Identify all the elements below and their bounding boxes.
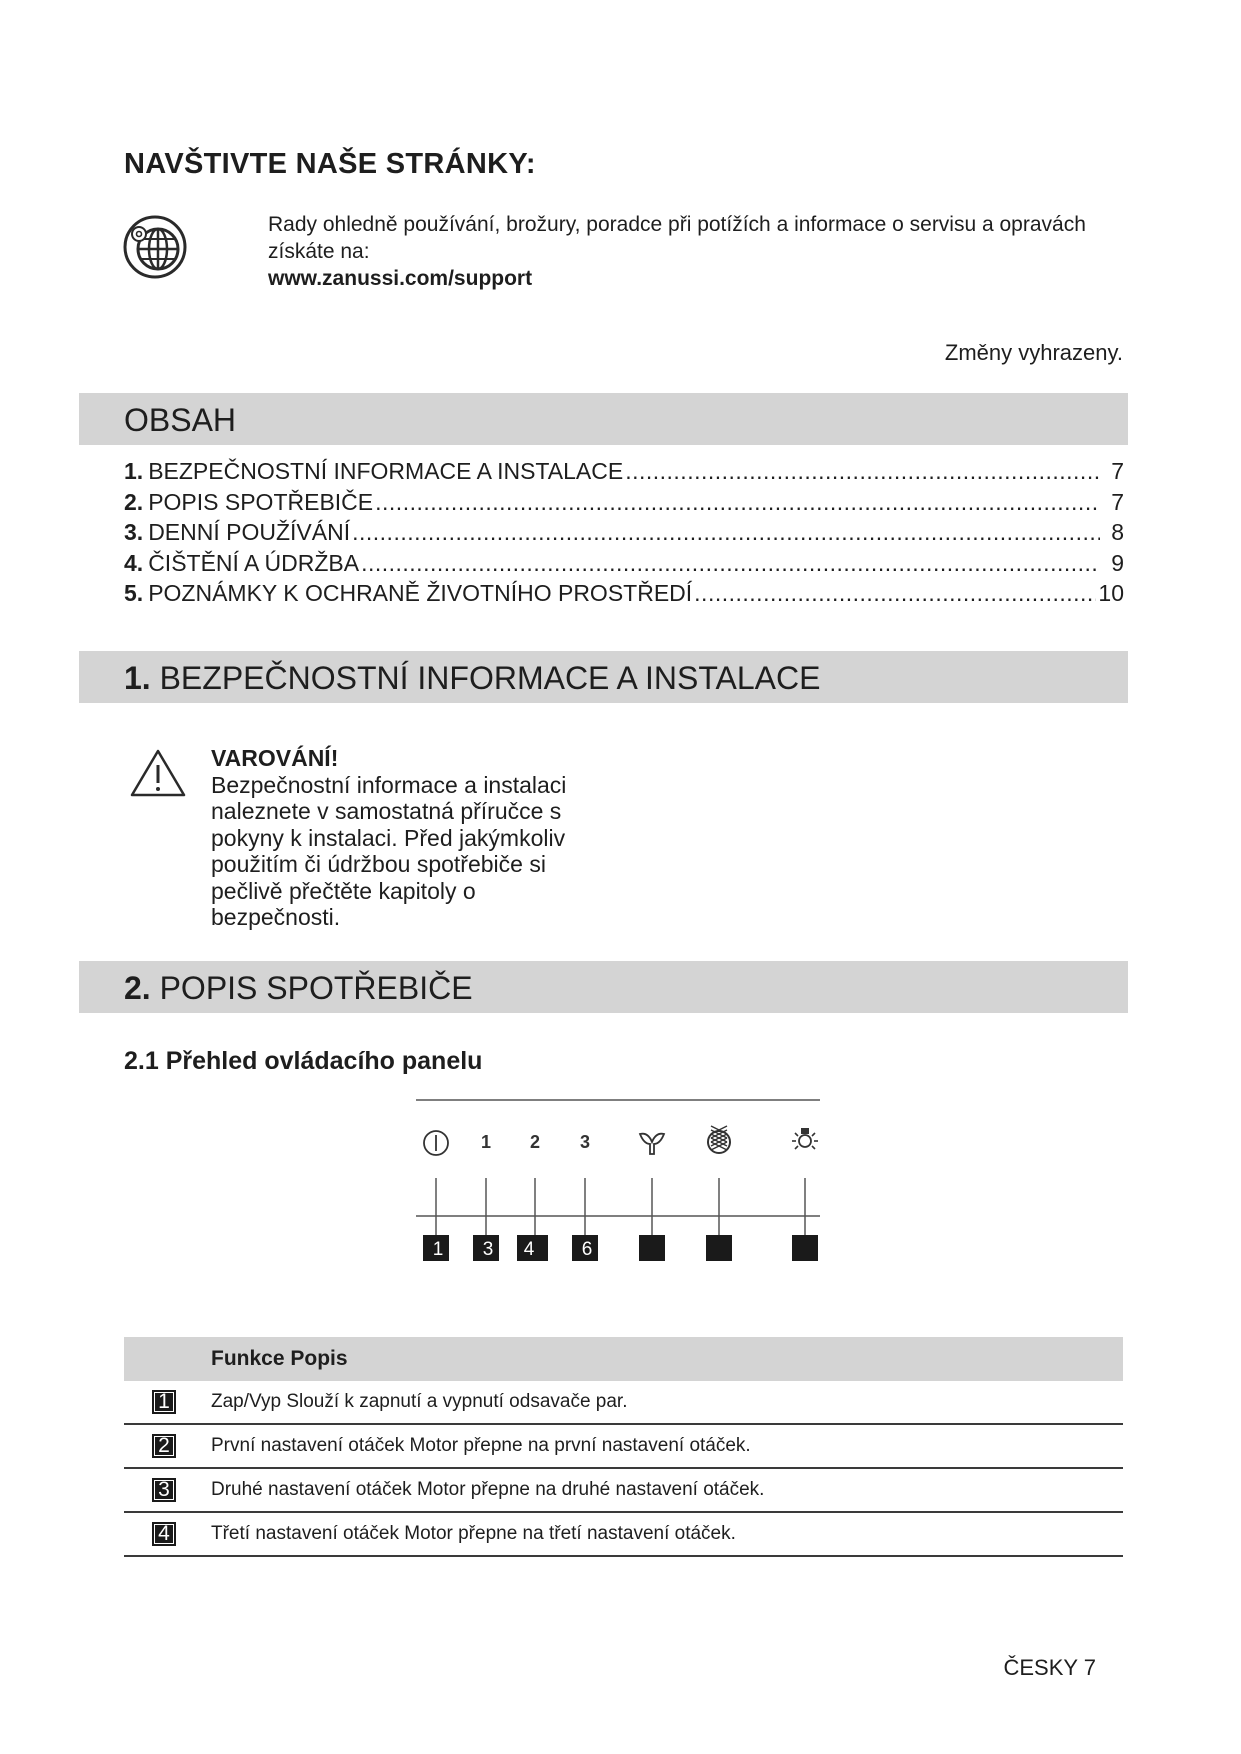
speed-label-text: 2	[529, 1132, 541, 1152]
toc-item-number: 2.	[124, 488, 144, 515]
toc-item-number: 5.	[124, 580, 144, 606]
row-description: Druhé nastavení otáček Motor přepne na druhé nastavení otáček.	[211, 1468, 1123, 1512]
function-table	[124, 1337, 1123, 1557]
callout-number: 1	[432, 1239, 444, 1260]
toc-leader-dots	[375, 489, 1100, 516]
speed-label-1	[481, 1132, 491, 1152]
section1-title-text: BEZPEČNOSTNÍ INFORMACE A INSTALACE	[159, 660, 821, 696]
callout-box	[423, 1235, 449, 1261]
speed-label-3	[580, 1132, 590, 1152]
speed-label-2	[530, 1132, 540, 1152]
row-number-badge: 2	[152, 1434, 176, 1458]
callout-number: 4	[523, 1239, 535, 1260]
warning-title: VAROVÁNÍ!	[211, 745, 339, 771]
function-table-header	[124, 1337, 1123, 1381]
toc-item[interactable]	[124, 519, 1124, 550]
toc-item-number: 4.	[124, 549, 144, 576]
toc-item[interactable]	[124, 458, 1124, 489]
toc-item[interactable]	[124, 489, 1124, 520]
callout-number: 3	[482, 1239, 494, 1260]
speed-label-text: 1	[480, 1132, 492, 1152]
grease-filter-icon	[708, 1126, 730, 1153]
row-description: První nastavení otáček Motor přepne na první nastavení otáček.	[211, 1424, 1123, 1468]
row-description: Zap/Vyp Slouží k zapnutí a vypnutí odsavače par.	[211, 1381, 1123, 1424]
row-description: Třetí nastavení otáček Motor přepne na třetí nastavení otáček.	[211, 1512, 1123, 1556]
toc-item-page: 7	[1111, 488, 1124, 515]
callout-box	[706, 1235, 732, 1261]
callout-box	[639, 1235, 665, 1261]
section2-title	[124, 970, 473, 1007]
toc-leader-dots	[361, 550, 1100, 577]
callout-number: 6	[581, 1239, 593, 1260]
visit-heading: NAVŠTIVTE NAŠE STRÁNKY:	[124, 148, 536, 180]
contents-title: OBSAH	[124, 402, 237, 438]
toc-leader-dots	[625, 458, 1100, 485]
support-url-link[interactable]: www.zanussi.com/support	[268, 267, 533, 290]
section1-title	[124, 660, 820, 697]
changes-reserved-note: Změny vyhrazeny.	[944, 340, 1123, 365]
toc-item-label: DENNÍ POUŽÍVÁNÍ	[148, 519, 351, 545]
warning-text: Bezpečnostní informace a instalaci naleznete v samostatná příručce s pokyny k instalaci. Před jakýmkoliv použitím či údržbou spotřebiče si pečlivě přečtěte kapitoly o bezpečnosti.	[211, 771, 567, 930]
warning-icon	[129, 748, 187, 798]
section2-title-text: POPIS SPOTŘEBIČE	[159, 970, 473, 1006]
toc-item[interactable]	[124, 550, 1124, 581]
table-row	[124, 1381, 1123, 1424]
contents-band	[79, 393, 1128, 445]
table-of-contents	[124, 458, 1124, 611]
toc-item-label: POPIS SPOTŘEBIČE	[148, 488, 374, 515]
table-row	[124, 1468, 1123, 1512]
toc-item-label: ČIŠTĚNÍ A ÚDRŽBA	[148, 549, 360, 576]
function-table-header-label: Funkce Popis	[211, 1337, 1123, 1381]
toc-item-label: POZNÁMKY K OCHRANĚ ŽIVOTNÍHO PROSTŘEDÍ	[148, 580, 693, 606]
toc-leader-dots	[352, 519, 1100, 546]
row-number-badge: 4	[152, 1522, 176, 1546]
row-number-badge: 3	[152, 1478, 176, 1502]
toc-item-page: 10	[1098, 580, 1124, 606]
toc-item-number: 1.	[124, 458, 144, 484]
page-footer: ČESKY 7	[1003, 1655, 1096, 1680]
light-icon	[792, 1128, 818, 1149]
toc-item-number: 3.	[124, 519, 144, 545]
speed-label-text: 3	[579, 1132, 591, 1152]
table-row	[124, 1424, 1123, 1468]
toc-item-page: 7	[1111, 458, 1124, 484]
row-number-badge: 1	[152, 1390, 176, 1414]
callout-box	[572, 1235, 598, 1261]
control-panel-subheading: 2.1 Přehled ovládacího panelu	[124, 1047, 483, 1075]
section1-number: 1.	[124, 660, 151, 696]
toc-item-page: 9	[1111, 549, 1124, 576]
power-icon	[424, 1131, 448, 1155]
callout-box	[534, 1235, 548, 1261]
table-row	[124, 1512, 1123, 1556]
callout-box	[792, 1235, 818, 1261]
section2-number: 2.	[124, 970, 151, 1006]
toc-item-label: BEZPEČNOSTNÍ INFORMACE A INSTALACE	[148, 458, 624, 484]
section1-band	[79, 651, 1128, 703]
callout-box	[473, 1235, 499, 1261]
fan-icon	[640, 1134, 664, 1154]
section2-band	[79, 961, 1128, 1013]
control-panel-diagram	[410, 1098, 830, 1298]
toc-item-page: 8	[1111, 519, 1124, 545]
toc-item[interactable]	[124, 580, 1124, 611]
toc-leader-dots	[694, 580, 1096, 607]
visit-info	[268, 211, 1108, 292]
visit-text: Rady ohledně používání, brožury, poradce při potížích a informace o servisu a opravách získáte na:	[268, 213, 1086, 263]
warning-block	[211, 745, 591, 931]
globe-web-icon	[122, 214, 188, 280]
